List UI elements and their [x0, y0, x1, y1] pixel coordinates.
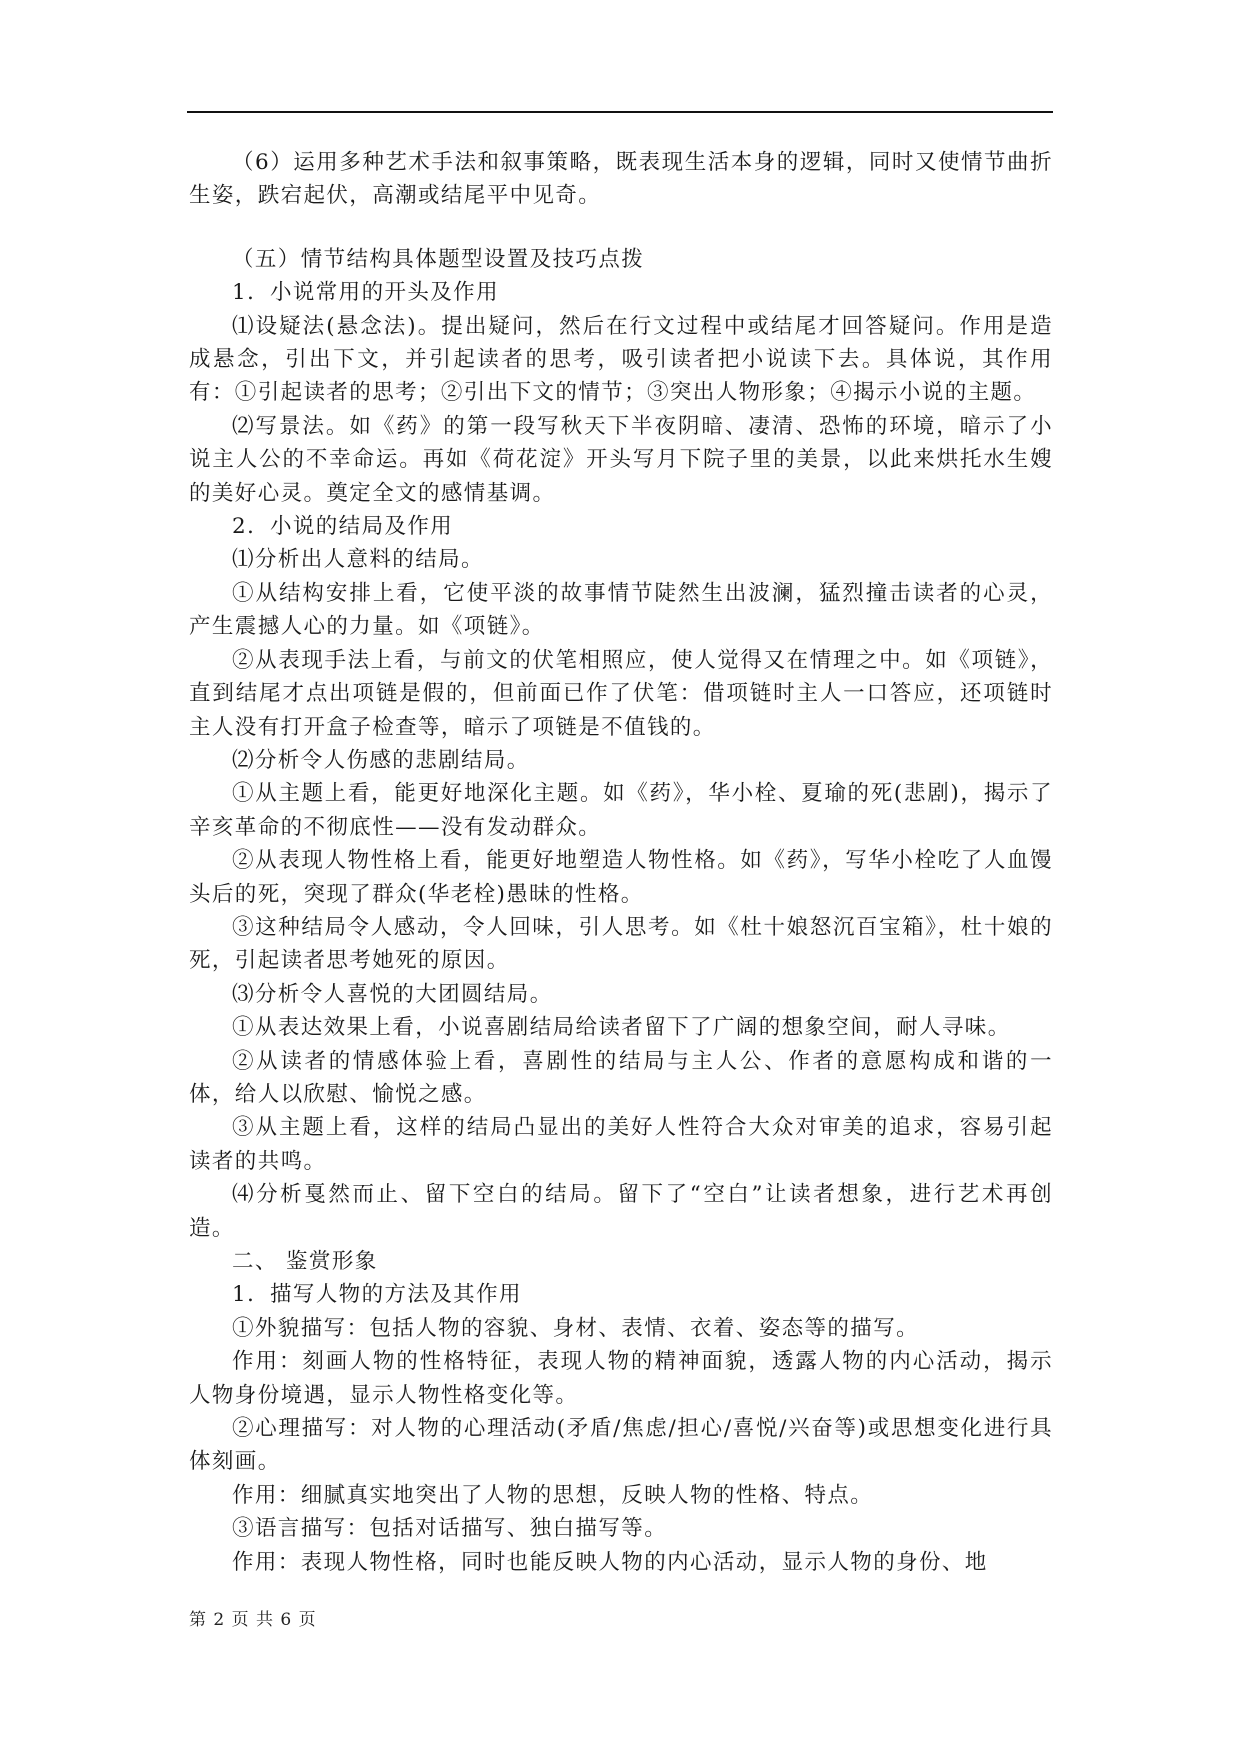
paragraph-unexpected-ending-technique: ②从表现手法上看，与前文的伏笔相照应，使人觉得又在情理之中。如《项链》，直到结尾才点出项链是假的，但前面已作了伏笔：借项链时主人一口答应，还项链时主人没有打开盒子检查等，暗示了项链是不值钱的。 — [189, 647, 1053, 740]
paragraph-tragic-ending: ⑵分析令人伤感的悲剧结局。 — [232, 747, 530, 773]
paragraph-tragic-ending-theme: ①从主题上看，能更好地深化主题。如《药》，华小栓、夏瑜的死(悲剧)，揭示了辛亥革命的不彻底性——没有发动群众。 — [189, 781, 1053, 840]
paragraph-happy-ending-reader: ②从读者的情感体验上看，喜剧性的结局与主人公、作者的意愿构成和谐的一体，给人以欣慰、愉悦之感。 — [189, 1048, 1053, 1107]
paragraph-appearance-description: ①外貌描写：包括人物的容貌、身材、表情、衣着、姿态等的描写。 — [232, 1315, 920, 1341]
paragraph-tragic-ending-emotion: ③这种结局令人感动，令人回味，引人思考。如《杜十娘怒沉百宝箱》，杜十娘的死，引起读者思考她死的原因。 — [189, 914, 1053, 974]
paragraph-plot-technique-6: （6）运用多种艺术手法和叙事策略，既表现生活本身的逻辑，同时又使情节曲折生姿，跌宕起伏，高潮或结尾平中见奇。 — [189, 150, 1053, 209]
paragraph-suspense-method: ⑴设疑法(悬念法)。提出疑问，然后在行文过程中或结尾才回答疑问。作用是造成悬念，引出下文，并引起读者的思考，吸引读者把小说读下去。具体说，其作用有：①引起读者的思考；②引出下文的情节；③突出人物形象；④揭示小说的主题。 — [189, 313, 1053, 406]
document-body — [189, 146, 1053, 1579]
paragraph-language-effect: 作用：表现人物性格，同时也能反映人物的内心活动，显示人物的身份、地 — [232, 1549, 988, 1575]
subheading-ending-methods: 2．小说的结局及作用 — [232, 514, 454, 540]
paragraph-appearance-effect: 作用：刻画人物的性格特征，表现人物的精神面貌，透露人物的内心活动，揭示人物身份境遇，显示人物性格变化等。 — [189, 1349, 1053, 1408]
section-heading-appreciate-image: 二、 鉴赏形象 — [232, 1249, 378, 1274]
paragraph-psychological-effect: 作用：细腻真实地突出了人物的思想，反映人物的性格、特点。 — [232, 1482, 874, 1508]
paragraph-happy-ending-theme: ③从主题上看，这样的结局凸显出的美好人性符合大众对审美的追求，容易引起读者的共鸣。 — [189, 1115, 1053, 1174]
page-number: 第 2 页 共 6 页 — [189, 1610, 317, 1630]
section-heading-plot-structure: （五）情节结构具体题型设置及技巧点拨 — [232, 246, 645, 272]
paragraph-tragic-ending-character: ②从表现人物性格上看，能更好地塑造人物性格。如《药》，写华小栓吃了人血馒头后的死，突现了群众(华老栓)愚昧的性格。 — [189, 848, 1053, 907]
subheading-character-description: 1．描写人物的方法及其作用 — [232, 1282, 522, 1308]
header-rule — [187, 111, 1053, 113]
paragraph-language-description: ③语言描写：包括对话描写、独白描写等。 — [232, 1516, 668, 1542]
paragraph-happy-ending: ⑶分析令人喜悦的大团圆结局。 — [232, 981, 553, 1007]
subheading-opening-methods: 1．小说常用的开头及作用 — [232, 280, 499, 306]
paragraph-scenery-method: ⑵写景法。如《药》的第一段写秋天下半夜阴暗、凄清、恐怖的环境，暗示了小说主人公的不幸命运。再如《荷花淀》开头写月下院子里的美景，以此来烘托水生嫂的美好心灵。奠定全文的感情基调。 — [189, 413, 1053, 506]
paragraph-open-ending: ⑷分析戛然而止、留下空白的结局。留下了“空白”让读者想象，进行艺术再创造。 — [189, 1182, 1053, 1241]
paragraph-unexpected-ending-structure: ①从结构安排上看，它使平淡的故事情节陡然生出波澜，猛烈撞击读者的心灵，产生震撼人心的力量。如《项链》。 — [189, 580, 1053, 640]
paragraph-unexpected-ending: ⑴分析出人意料的结局。 — [232, 547, 484, 573]
paragraph-psychological-description: ②心理描写：对人物的心理活动(矛盾/焦虑/担心/喜悦/兴奋等)或思想变化进行具体刻画。 — [189, 1416, 1053, 1475]
paragraph-happy-ending-effect: ①从表达效果上看，小说喜剧结局给读者留下了广阔的想象空间，耐人寻味。 — [232, 1015, 1011, 1041]
